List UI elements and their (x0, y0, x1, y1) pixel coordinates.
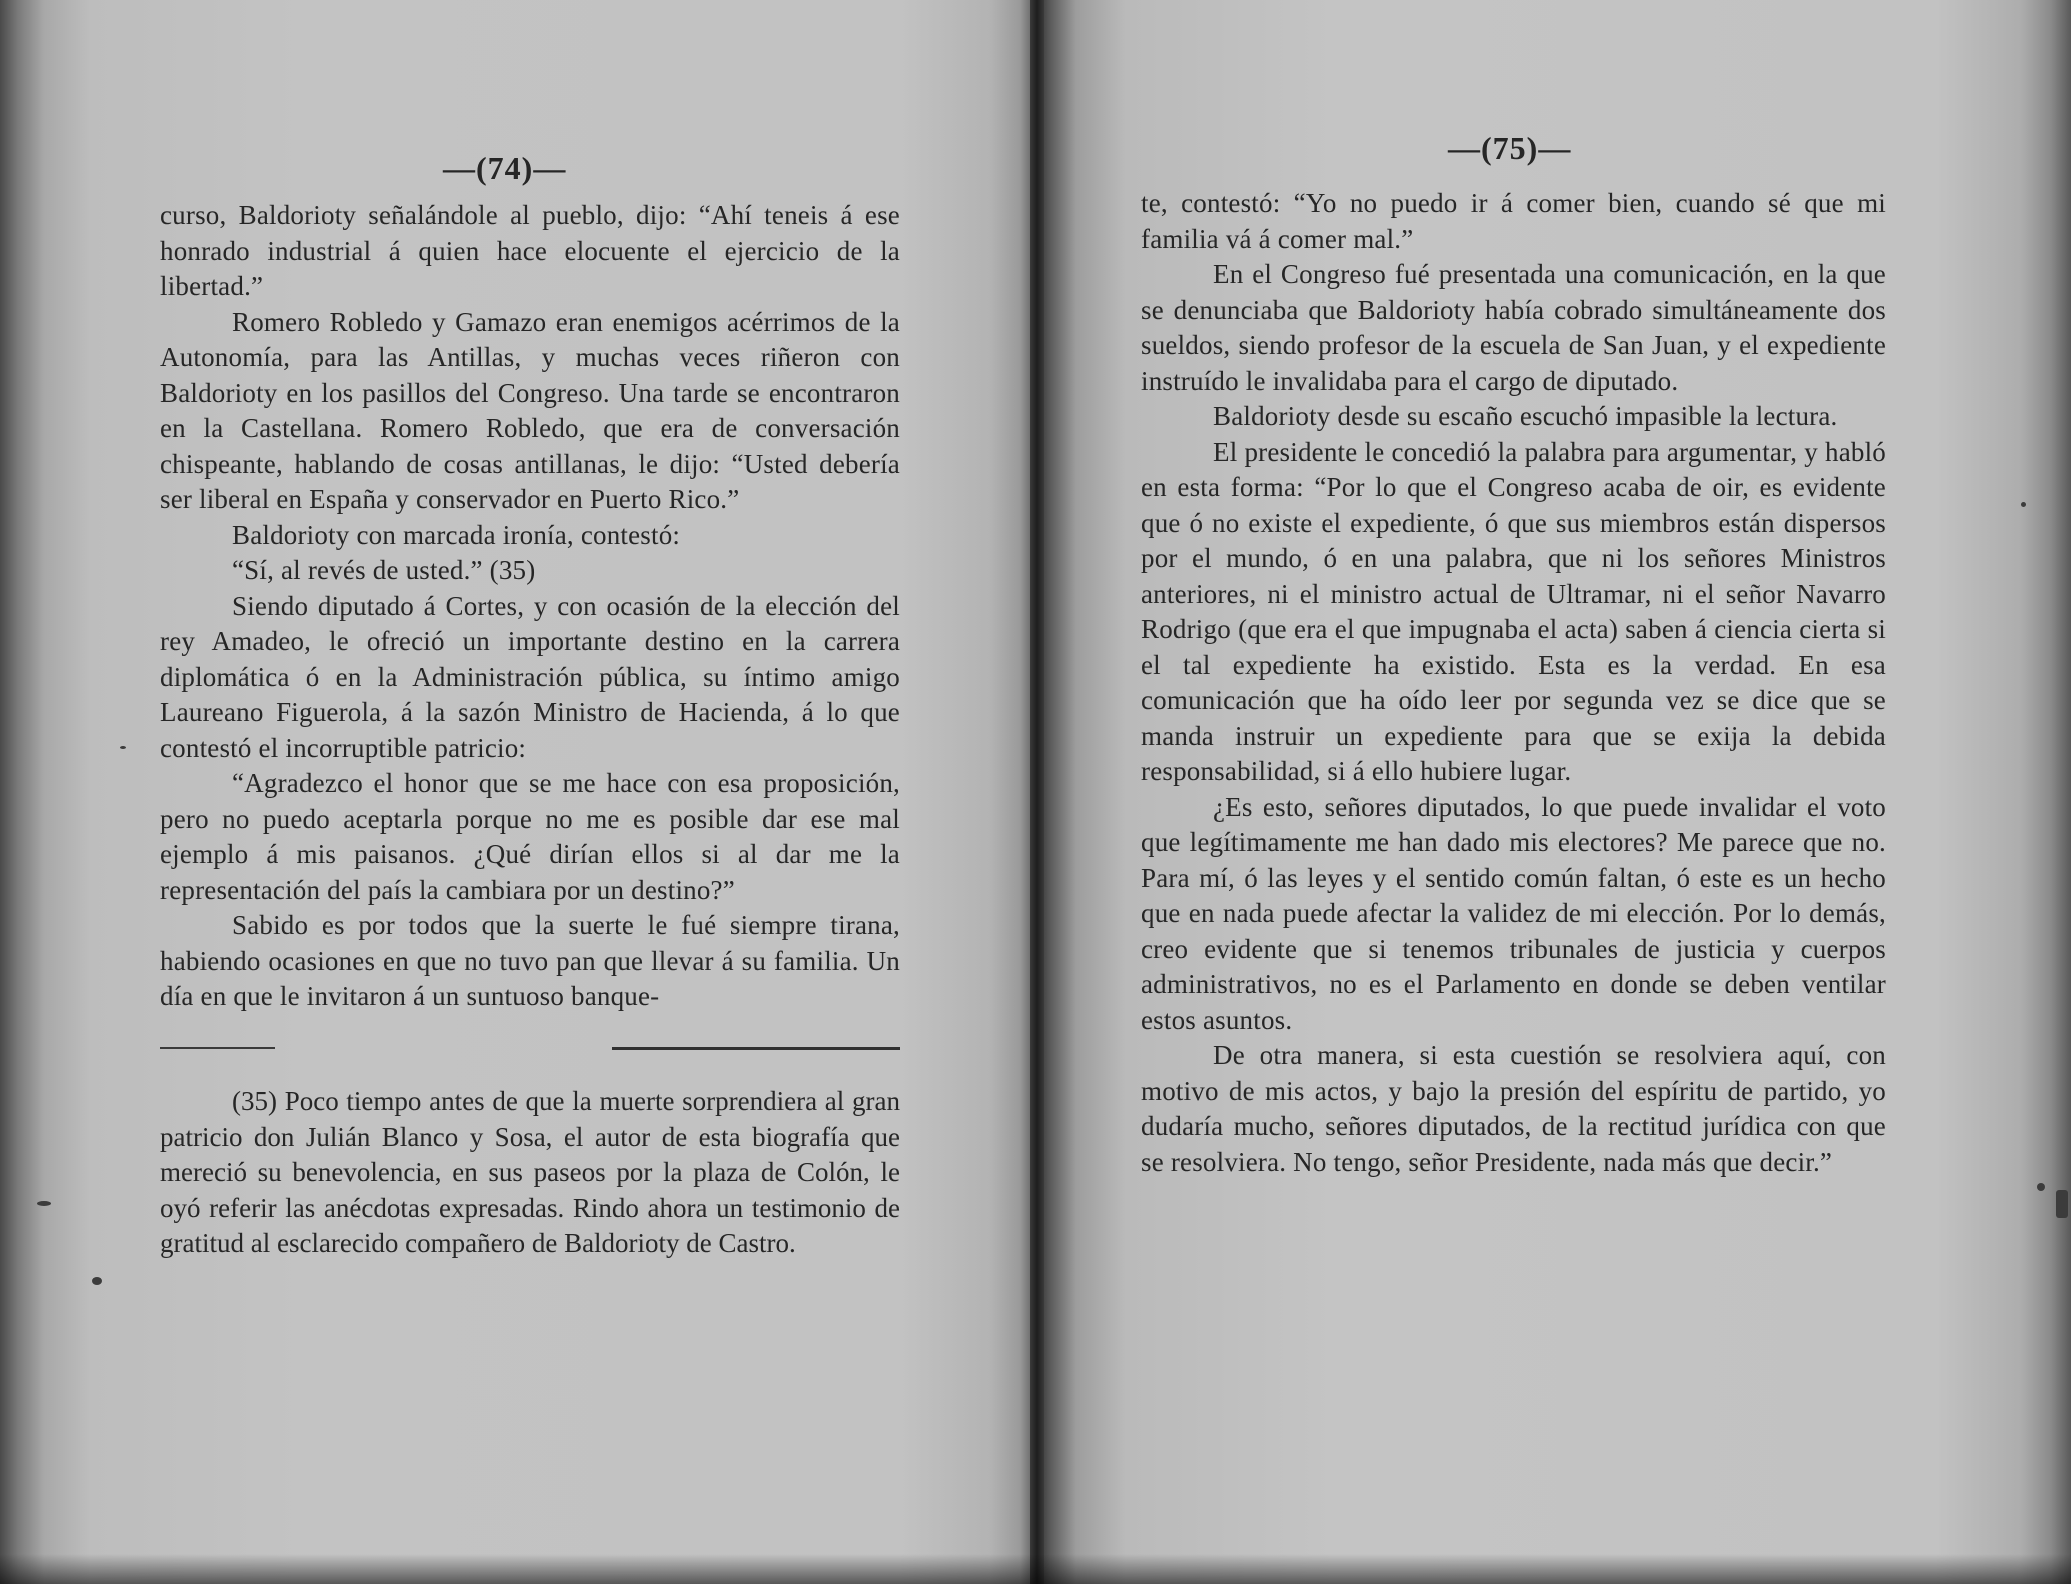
paragraph: En el Congreso fué presentada una comunicación, en la que se denunciaba que Baldorioty había cobrado simultáneamente dos sueldos, siendo profesor de la escuela de San Juan, y el expediente instruído le invalidaba para el cargo de diputado. (1141, 259, 1886, 396)
scan-speck (2056, 1190, 2068, 1218)
left-page-body (160, 198, 900, 1015)
scan-speck (37, 1201, 51, 1206)
right-page (1036, 0, 2071, 1584)
paragraph: “Agradezco el honor que se me hace con esa proposición, pero no puedo aceptarla porque no me es posible dar ese mal ejemplo á mis paisanos. ¿Qué dirían ellos si al dar me la representación del país la cambiara por un destino?” (160, 768, 900, 905)
scan-speck (120, 746, 126, 749)
footnote (160, 1084, 900, 1262)
right-page-body (1141, 186, 1886, 1180)
paragraph: Sabido es por todos que la suerte le fué siempre tirana, habiendo ocasiones en que no tuvo pan que llevar á su familia. Un día en que le invitaron á un suntuoso banque- (160, 910, 900, 1011)
scan-speck (2021, 502, 2026, 507)
paragraph: te, contestó: “Yo no puedo ir á comer bien, cuando sé que mi familia vá á comer mal.” (1141, 188, 1886, 254)
paragraph: ¿Es esto, señores diputados, lo que puede invalidar el voto que legítimamente me han dado mis electores? Me parece que no. Para mí, ó las leyes y el sentido común faltan, ó este es un hecho que en nada puede afectar la validez de mi elección. Por lo demás, creo evidente que si tenemos tribunales de justicia y cuerpos administrativos, no es el Parlamento en donde se deben ventilar estos asuntos. (1141, 791, 1886, 1035)
paragraph: “Sí, al revés de usted.” (35) (232, 555, 536, 585)
page-number-left: —(74)— (443, 150, 567, 186)
scan-speck (2037, 1183, 2045, 1191)
bottom-shadow (0, 1554, 2071, 1584)
paragraph: El presidente le concedió la palabra para argumentar, y habló en esta forma: “Por lo que el Congreso acaba de oir, es evidente que ó no existe el expediente, ó que sus miembros están dispersos por el mundo, ó en una palabra, que ni los señores Ministros anteriores, ni el ministro actual de Ultramar, ni el señor Navarro Rodrigo (que era el que impugnaba el acta) saben á ciencia cierta si el tal expediente ha existido. Esta es la verdad. En esa comunicación que ha oído leer por segunda vez se dice que se manda instruir un expediente para que se exija la debida responsabilidad, si á ello hubiere lugar. (1141, 436, 1886, 786)
page-number-right: —(75)— (1448, 130, 1572, 166)
paragraph: Baldorioty desde su escaño escuchó impasible la lectura. (1213, 401, 1838, 431)
footnote-text: (35) Poco tiempo antes de que la muerte sorprendiera al gran patricio don Julián Blanco y Sosa, el autor de esta biografía que mereció su benevolencia, en sus paseos por la plaza de Colón, le oyó referir las anécdotas expresadas. Rindo ahora un testimonio de gratitud al esclarecido compañero de Baldorioty de Castro. (160, 1086, 900, 1258)
paragraph: De otra manera, si esta cuestión se resolviera aquí, con motivo de mis actos, y bajo la presión del espíritu de partido, yo dudaría mucho, señores diputados, de la rectitud jurídica con que se resolviera. No tengo, señor Presidente, nada más que decir.” (1141, 1040, 1886, 1177)
paragraph: Baldorioty con marcada ironía, contestó: (232, 519, 681, 550)
scan-speck (92, 1277, 102, 1285)
footnote-rule-long (612, 1047, 900, 1050)
paragraph: Romero Robledo y Gamazo eran enemigos acérrimos de la Autonomía, para las Antillas, y muchas veces riñeron con Baldorioty en los pasillos del Congreso. Una tarde se encontraron en la Castellana. Romero Robledo, que era de conversación chispeante, hablando de cosas antillanas, le dijo: “Usted debería ser liberal en España y conservador en Puerto Rico.” (160, 306, 900, 514)
book-gutter (1030, 0, 1044, 1584)
paragraph: Siendo diputado á Cortes, y con ocasión de la elección del rey Amadeo, le ofreció un importante destino en la carrera diplomática ó en la Administración pública, su íntimo amigo Laureano Figuerola, á la sazón Ministro de Hacienda, á lo que contestó el incorruptible patricio: (160, 590, 900, 763)
paragraph: curso, Baldorioty señalándole al pueblo, dijo: “Ahí teneis á ese honrado industrial á quien hace elocuente el ejercicio de la libertad.” (160, 200, 900, 301)
footnote-rule-short (160, 1047, 275, 1049)
